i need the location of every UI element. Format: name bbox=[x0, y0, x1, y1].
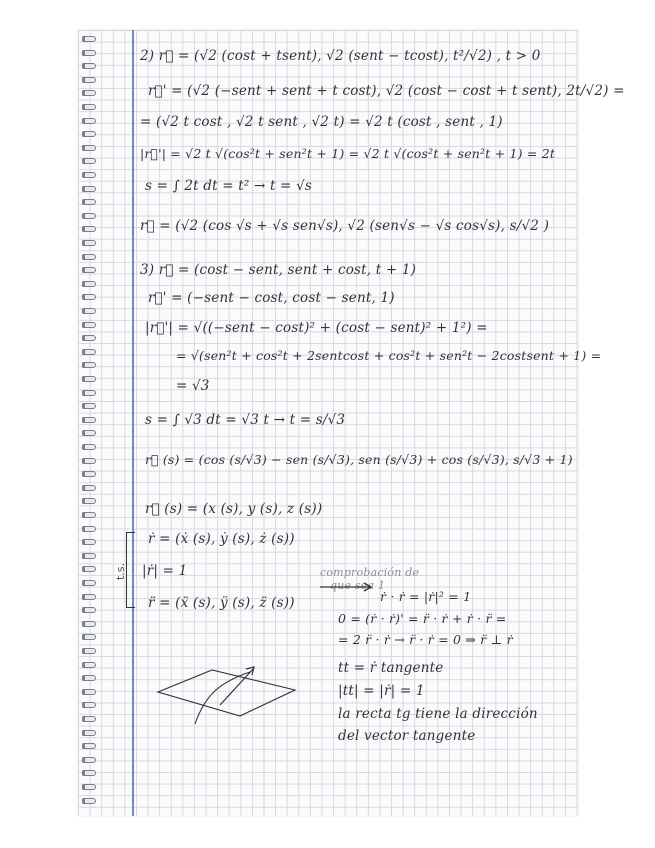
spiral-ring bbox=[82, 730, 96, 736]
spiral-ring bbox=[82, 580, 96, 586]
sec3-line6: s = ∫ √3 dt = √3 t → t = s/√3 bbox=[145, 412, 346, 428]
tangent-plane-sketch bbox=[150, 650, 300, 730]
pencil-note-1: comprobación de bbox=[320, 566, 420, 579]
spiral-ring bbox=[82, 634, 96, 640]
spiral-ring bbox=[82, 444, 96, 450]
deriv-line-3: = 2 r̈ · ṙ → r̈ · ṙ = 0 ⇒ r̈ ⊥ ṙ bbox=[338, 632, 513, 647]
spiral-ring bbox=[82, 689, 96, 695]
spiral-ring bbox=[82, 390, 96, 396]
spiral-ring bbox=[82, 199, 96, 205]
spiral-ring bbox=[82, 158, 96, 164]
spiral-ring bbox=[82, 240, 96, 246]
spiral-ring bbox=[82, 403, 96, 409]
sec3-line1: 3) r⃗ = (cost − sent, sent + cost, t + 1) bbox=[140, 262, 417, 278]
spiral-ring bbox=[82, 594, 96, 600]
spiral-ring bbox=[82, 526, 96, 532]
spiral-ring bbox=[82, 770, 96, 776]
deriv-line-2: 0 = (ṙ · ṙ)' = r̈ · ṙ + ṙ · r̈ = bbox=[338, 611, 507, 626]
side-note: t.s. bbox=[114, 562, 128, 581]
spiral-ring bbox=[82, 267, 96, 273]
spiral-ring bbox=[82, 621, 96, 627]
spiral-ring bbox=[82, 254, 96, 260]
sec2-line3: = (√2 t cost , √2 t sent , √2 t) = √2 t (cost , sent , 1) bbox=[140, 114, 503, 130]
spiral-ring bbox=[82, 145, 96, 151]
sec3-line3: |r⃗'| = √((−sent − cost)² + (cost − sent)² + 1²) = bbox=[145, 320, 488, 336]
tangent-line-4: del vector tangente bbox=[338, 728, 476, 744]
sec4-line4: r̈ = (ẍ (s), ÿ (s), z̈ (s)) bbox=[148, 595, 295, 611]
margin-line bbox=[132, 30, 134, 816]
spiral-ring bbox=[82, 471, 96, 477]
spiral-binding bbox=[80, 36, 100, 812]
sec2-line6: r⃗ = (√2 (cos √s + √s sen√s), √2 (sen√s − √s cos√s), s/√2 ) bbox=[140, 218, 550, 234]
spiral-ring bbox=[82, 743, 96, 749]
spiral-ring bbox=[82, 675, 96, 681]
sec3-line5: = √3 bbox=[176, 378, 210, 394]
spiral-ring bbox=[82, 281, 96, 287]
sec4-line2: ṙ = (ẋ (s), ẏ (s), ż (s)) bbox=[148, 531, 295, 547]
sec3-line7: r⃗ (s) = (cos (s/√3) − sen (s/√3), sen (s/√3) + cos (s/√3), s/√3 + 1) bbox=[145, 452, 573, 467]
spiral-ring bbox=[82, 186, 96, 192]
sec3-line2: r⃗' = (−sent − cost, cost − sent, 1) bbox=[148, 290, 395, 306]
spiral-ring bbox=[82, 784, 96, 790]
spiral-ring bbox=[82, 322, 96, 328]
spiral-ring bbox=[82, 798, 96, 804]
sec4-line1: r⃗ (s) = (x (s), y (s), z (s)) bbox=[145, 501, 323, 517]
spiral-ring bbox=[82, 607, 96, 613]
spiral-ring bbox=[82, 417, 96, 423]
bracket-mark bbox=[126, 532, 135, 608]
tangent-line-3: la recta tg tiene la dirección bbox=[338, 706, 538, 722]
spiral-ring bbox=[82, 553, 96, 559]
spiral-ring bbox=[82, 118, 96, 124]
spiral-ring bbox=[82, 172, 96, 178]
spiral-ring bbox=[82, 308, 96, 314]
spiral-ring bbox=[82, 90, 96, 96]
spiral-ring bbox=[82, 349, 96, 355]
sec2-line2: r⃗' = (√2 (−sent + sent + t cost), √2 (cost − cost + t sent), 2t/√2) = bbox=[148, 83, 625, 99]
spiral-ring bbox=[82, 498, 96, 504]
sec2-line4: |r⃗'| = √2 t √(cos²t + sen²t + 1) = √2 t √(cos²t + sen²t + 1) = 2t bbox=[140, 146, 556, 161]
spiral-ring bbox=[82, 566, 96, 572]
spiral-ring bbox=[82, 648, 96, 654]
sec3-line4: = √(sen²t + cos²t + 2sentcost + cos²t + sen²t − 2costsent + 1) = bbox=[176, 348, 602, 363]
spiral-ring bbox=[82, 702, 96, 708]
spiral-ring bbox=[82, 430, 96, 436]
tangent-line-1: tt = ṙ tangente bbox=[338, 660, 444, 676]
spiral-ring bbox=[82, 131, 96, 137]
spiral-ring bbox=[82, 213, 96, 219]
spiral-ring bbox=[82, 226, 96, 232]
spiral-ring bbox=[82, 512, 96, 518]
spiral-ring bbox=[82, 757, 96, 763]
sec4-line3: |ṙ| = 1 bbox=[142, 563, 188, 579]
spiral-ring bbox=[82, 485, 96, 491]
spiral-ring bbox=[82, 36, 96, 42]
sec2-line1: 2) r⃗ = (√2 (cost + tsent), √2 (sent − tcost), t²/√2) , t > 0 bbox=[140, 48, 541, 64]
spiral-ring bbox=[82, 294, 96, 300]
spiral-ring bbox=[82, 50, 96, 56]
spiral-ring bbox=[82, 104, 96, 110]
deriv-line-1: ṙ · ṙ = |ṙ|² = 1 bbox=[380, 589, 472, 604]
pencil-note-2: que sea 1 bbox=[330, 579, 386, 592]
tangent-line-2: |tt| = |ṙ| = 1 bbox=[338, 683, 425, 699]
spiral-ring bbox=[82, 458, 96, 464]
spiral-ring bbox=[82, 335, 96, 341]
arrow-icon bbox=[318, 580, 378, 594]
spiral-ring bbox=[82, 539, 96, 545]
sec2-line5: s = ∫ 2t dt = t² → t = √s bbox=[145, 178, 312, 194]
spiral-ring bbox=[82, 77, 96, 83]
spiral-ring bbox=[82, 662, 96, 668]
spiral-ring bbox=[82, 362, 96, 368]
spiral-ring bbox=[82, 716, 96, 722]
spiral-ring bbox=[82, 63, 96, 69]
spiral-ring bbox=[82, 376, 96, 382]
